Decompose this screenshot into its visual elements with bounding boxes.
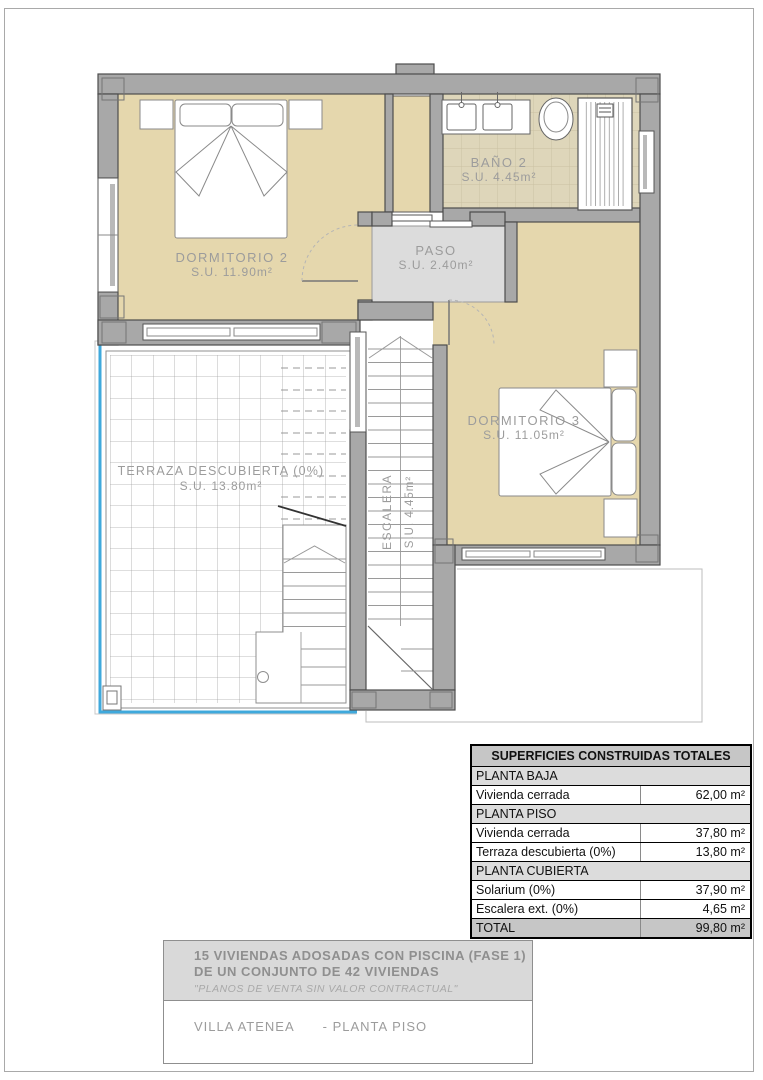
section-label: PLANTA PISO xyxy=(476,807,557,821)
svg-text:S.U. 13.80m²: S.U. 13.80m² xyxy=(179,479,263,493)
table-row xyxy=(472,746,750,766)
table-title: SUPERFICIES CONSTRUIDAS TOTALES xyxy=(491,749,731,763)
label-paso: PASO xyxy=(415,243,457,258)
table-row-total: TOTAL 99,80 m² xyxy=(472,918,750,937)
villa-name: VILLA ATENEA xyxy=(194,1019,295,1034)
sliding-door-bano xyxy=(392,215,432,221)
svg-text:S.U. 4.45m²: S.U. 4.45m² xyxy=(461,170,537,184)
area-value: 37,80 m² xyxy=(640,824,750,842)
table-row xyxy=(472,861,750,880)
title-block-sheet-name xyxy=(164,1001,532,1034)
project-title-line2: DE UN CONJUNTO DE 42 VIVIENDAS xyxy=(194,964,440,979)
area-value: 37,90 m² xyxy=(640,881,750,899)
title-block xyxy=(163,940,533,1064)
table-row: Vivienda cerrada 62,00 m² xyxy=(472,785,750,804)
surfaces-table xyxy=(470,744,752,939)
label-bano2: BAÑO 2 xyxy=(470,155,528,170)
escalera-stair xyxy=(366,320,433,690)
section-label: PLANTA CUBIERTA xyxy=(476,864,589,878)
table-row xyxy=(472,804,750,823)
project-title-line1: 15 VIVIENDAS ADOSADAS CON PISCINA (FASE 1) xyxy=(194,948,527,963)
table-row: Terraza descubierta (0%) 13,80 m² xyxy=(472,842,750,861)
table-row: Escalera ext. (0%) 4,65 m² xyxy=(472,899,750,918)
table-row: Vivienda cerrada 37,80 m² xyxy=(472,823,750,842)
svg-text:S.U. 2.40m²: S.U. 2.40m² xyxy=(398,258,474,272)
label-dormitorio2: DORMITORIO 2 xyxy=(175,250,289,265)
svg-text:S.U. 4.45m²: S.U. 4.45m² xyxy=(404,475,416,549)
disclaimer-text: "PLANOS DE VENTA SIN VALOR CONTRACTUAL" xyxy=(194,983,458,995)
table-row: Solarium (0%) 37,90 m² xyxy=(472,880,750,899)
svg-text:S.U. 11.05m²: S.U. 11.05m² xyxy=(483,428,565,442)
label-terraza: TERRAZA DESCUBIERTA (0%) xyxy=(117,464,325,478)
title-block-header xyxy=(164,941,532,1001)
area-value: 99,80 m² xyxy=(640,919,750,937)
drain-box xyxy=(103,686,121,710)
area-value: 62,00 m² xyxy=(640,786,750,804)
table-row xyxy=(472,766,750,785)
label-escalera: ESCALERA xyxy=(380,473,394,551)
area-value: 4,65 m² xyxy=(640,900,750,918)
area-value: 13,80 m² xyxy=(640,843,750,861)
label-dormitorio3: DORMITORIO 3 xyxy=(467,413,581,428)
section-label: PLANTA BAJA xyxy=(476,769,558,783)
svg-text:S.U. 11.90m²: S.U. 11.90m² xyxy=(191,265,273,279)
terraza-area xyxy=(95,341,357,714)
sheet-name: - PLANTA PISO xyxy=(322,1019,428,1034)
